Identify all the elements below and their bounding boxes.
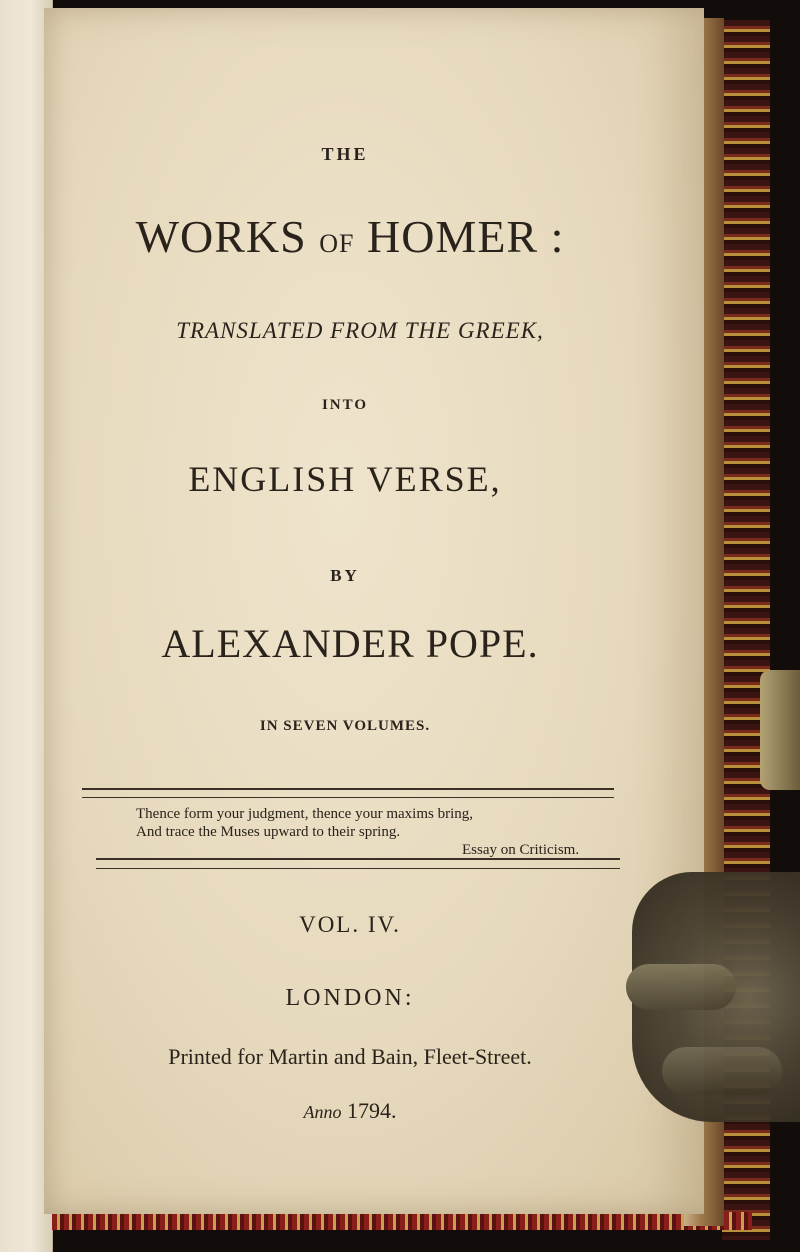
rule-bottom-thin bbox=[96, 868, 620, 869]
place-of-publication: LONDON: bbox=[285, 985, 415, 1011]
translated-line: TRANSLATED FROM THE GREEK, bbox=[176, 318, 544, 343]
rule-bottom-thick bbox=[96, 858, 620, 860]
volume-number: VOL. IV. bbox=[299, 912, 401, 937]
author-name: ALEXANDER POPE. bbox=[161, 621, 539, 666]
book-bottom-binding bbox=[52, 1212, 752, 1230]
by-line: BY bbox=[330, 566, 360, 585]
epigraph-line-1: Thence form your judgment, thence your maxims bring, bbox=[136, 806, 473, 822]
bronze-hand-bookend bbox=[632, 872, 800, 1122]
volumes-note: IN SEVEN VOLUMES. bbox=[259, 718, 431, 734]
rule-top-thin bbox=[82, 797, 614, 798]
english-verse-line: ENGLISH VERSE, bbox=[188, 459, 502, 499]
title-the: THE bbox=[321, 144, 369, 164]
imprint-line: Printed for Martin and Bain, Fleet-Street. bbox=[168, 1044, 532, 1069]
anno-word: Anno bbox=[303, 1102, 342, 1122]
title-page bbox=[44, 8, 704, 1214]
brass-fixture bbox=[760, 670, 800, 790]
epigraph-line-2: And trace the Muses upward to their spring. bbox=[136, 824, 401, 840]
title-works: WORKS bbox=[135, 211, 307, 262]
title-homer: HOMER : bbox=[366, 211, 565, 262]
into-line: INTO bbox=[321, 397, 369, 413]
title-of: OF bbox=[319, 229, 355, 258]
year-value: 1794. bbox=[347, 1098, 397, 1123]
epigraph-source: Essay on Criticism. bbox=[462, 842, 580, 858]
rule-top-thick bbox=[82, 788, 614, 790]
publication-year bbox=[270, 1098, 430, 1124]
main-title bbox=[80, 210, 620, 263]
